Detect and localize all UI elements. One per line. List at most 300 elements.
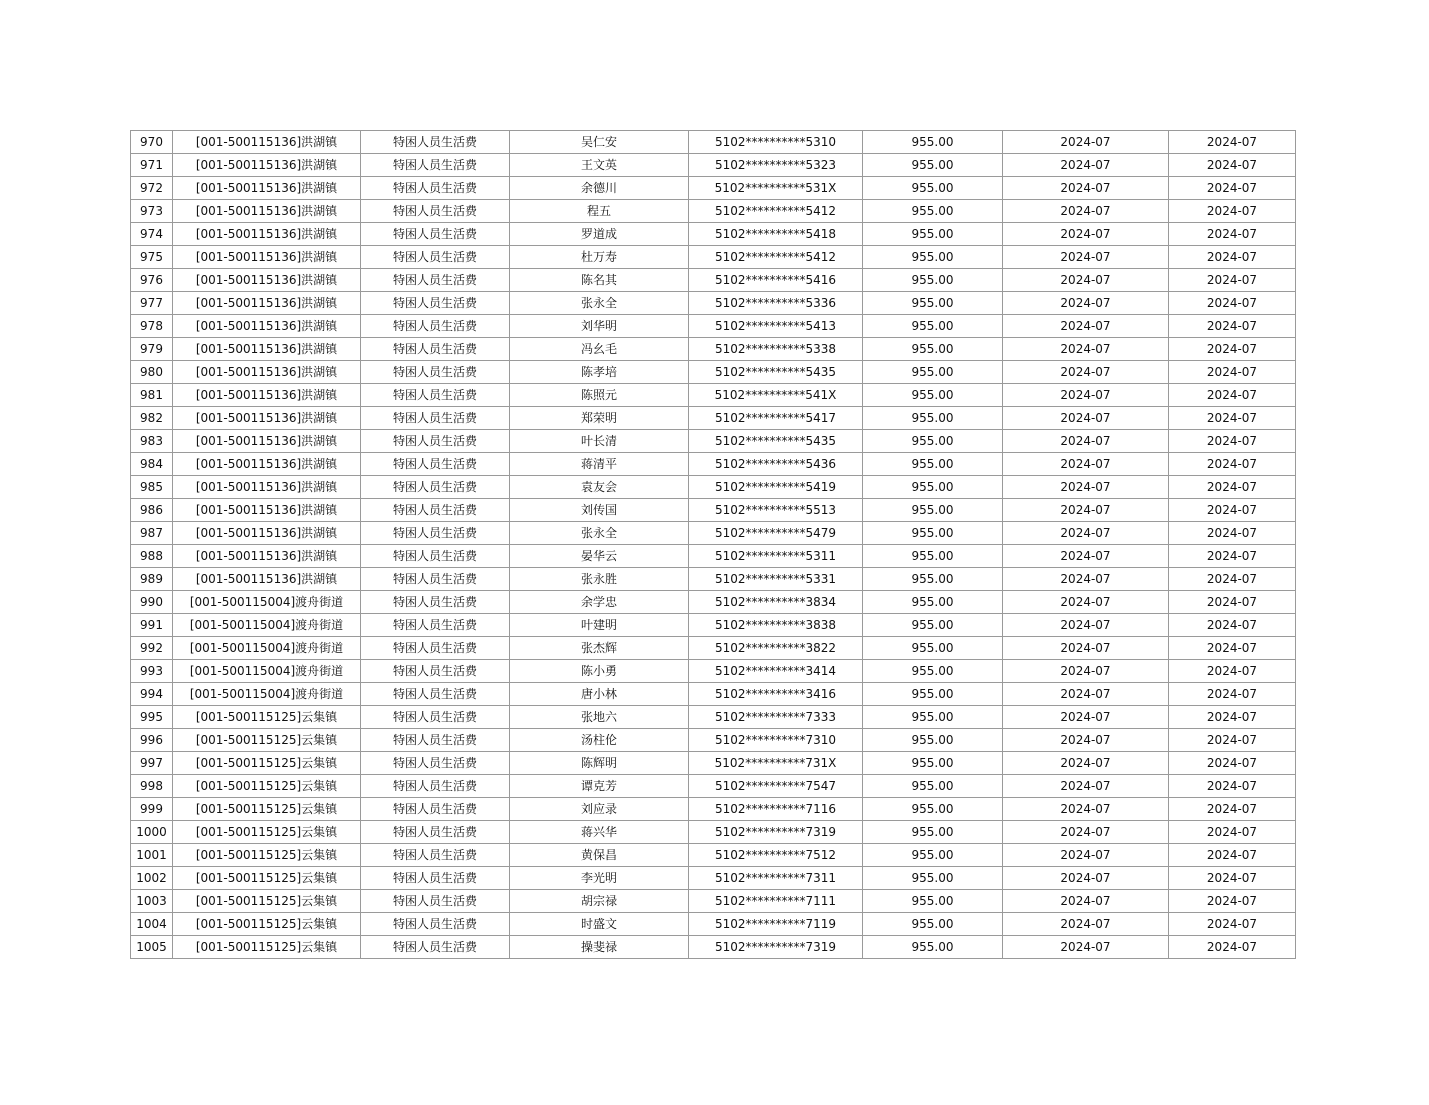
name-cell: 叶长清 <box>510 430 689 453</box>
amount-cell: 955.00 <box>863 315 1003 338</box>
region-cell: [001-500115136]洪湖镇 <box>173 384 361 407</box>
id-number-cell: 5102**********5416 <box>689 269 863 292</box>
id-number-cell: 5102**********7116 <box>689 798 863 821</box>
fund-type-cell: 特困人员生活费 <box>361 453 510 476</box>
row-number-cell: 975 <box>131 246 173 269</box>
start-period-cell: 2024-07 <box>1003 499 1169 522</box>
name-cell: 唐小林 <box>510 683 689 706</box>
table-row <box>131 775 1296 798</box>
region-cell: [001-500115125]云集镇 <box>173 752 361 775</box>
table-row <box>131 913 1296 936</box>
id-number-cell: 5102**********3838 <box>689 614 863 637</box>
start-period-cell: 2024-07 <box>1003 936 1169 959</box>
name-cell: 陈孝培 <box>510 361 689 384</box>
start-period-cell: 2024-07 <box>1003 131 1169 154</box>
end-period-cell: 2024-07 <box>1169 660 1296 683</box>
row-number-cell: 993 <box>131 660 173 683</box>
name-cell: 王文英 <box>510 154 689 177</box>
amount-cell: 955.00 <box>863 430 1003 453</box>
fund-type-cell: 特困人员生活费 <box>361 568 510 591</box>
name-cell: 张永全 <box>510 292 689 315</box>
payment-table <box>130 130 1296 959</box>
name-cell: 罗道成 <box>510 223 689 246</box>
name-cell: 刘华明 <box>510 315 689 338</box>
row-number-cell: 1003 <box>131 890 173 913</box>
table-row <box>131 269 1296 292</box>
id-number-cell: 5102**********3822 <box>689 637 863 660</box>
region-cell: [001-500115125]云集镇 <box>173 890 361 913</box>
row-number-cell: 983 <box>131 430 173 453</box>
region-cell: [001-500115125]云集镇 <box>173 867 361 890</box>
end-period-cell: 2024-07 <box>1169 591 1296 614</box>
row-number-cell: 1002 <box>131 867 173 890</box>
amount-cell: 955.00 <box>863 407 1003 430</box>
name-cell: 张永全 <box>510 522 689 545</box>
name-cell: 郑荣明 <box>510 407 689 430</box>
table-row <box>131 660 1296 683</box>
table-row <box>131 867 1296 890</box>
region-cell: [001-500115004]渡舟街道 <box>173 591 361 614</box>
end-period-cell: 2024-07 <box>1169 200 1296 223</box>
amount-cell: 955.00 <box>863 246 1003 269</box>
id-number-cell: 5102**********7547 <box>689 775 863 798</box>
name-cell: 胡宗禄 <box>510 890 689 913</box>
end-period-cell: 2024-07 <box>1169 844 1296 867</box>
name-cell: 张杰辉 <box>510 637 689 660</box>
end-period-cell: 2024-07 <box>1169 913 1296 936</box>
start-period-cell: 2024-07 <box>1003 775 1169 798</box>
fund-type-cell: 特困人员生活费 <box>361 384 510 407</box>
table-row <box>131 338 1296 361</box>
id-number-cell: 5102**********541X <box>689 384 863 407</box>
amount-cell: 955.00 <box>863 844 1003 867</box>
fund-type-cell: 特困人员生活费 <box>361 292 510 315</box>
end-period-cell: 2024-07 <box>1169 936 1296 959</box>
start-period-cell: 2024-07 <box>1003 844 1169 867</box>
region-cell: [001-500115004]渡舟街道 <box>173 683 361 706</box>
table-row <box>131 591 1296 614</box>
amount-cell: 955.00 <box>863 522 1003 545</box>
row-number-cell: 996 <box>131 729 173 752</box>
table-row <box>131 568 1296 591</box>
region-cell: [001-500115136]洪湖镇 <box>173 430 361 453</box>
name-cell: 叶建明 <box>510 614 689 637</box>
start-period-cell: 2024-07 <box>1003 292 1169 315</box>
start-period-cell: 2024-07 <box>1003 591 1169 614</box>
table-row <box>131 453 1296 476</box>
start-period-cell: 2024-07 <box>1003 867 1169 890</box>
amount-cell: 955.00 <box>863 269 1003 292</box>
name-cell: 张永胜 <box>510 568 689 591</box>
amount-cell: 955.00 <box>863 591 1003 614</box>
end-period-cell: 2024-07 <box>1169 614 1296 637</box>
region-cell: [001-500115125]云集镇 <box>173 936 361 959</box>
table-row <box>131 522 1296 545</box>
amount-cell: 955.00 <box>863 568 1003 591</box>
region-cell: [001-500115136]洪湖镇 <box>173 315 361 338</box>
fund-type-cell: 特困人员生活费 <box>361 637 510 660</box>
amount-cell: 955.00 <box>863 729 1003 752</box>
amount-cell: 955.00 <box>863 614 1003 637</box>
table-row <box>131 246 1296 269</box>
row-number-cell: 1001 <box>131 844 173 867</box>
amount-cell: 955.00 <box>863 200 1003 223</box>
amount-cell: 955.00 <box>863 223 1003 246</box>
row-number-cell: 976 <box>131 269 173 292</box>
name-cell: 陈照元 <box>510 384 689 407</box>
amount-cell: 955.00 <box>863 338 1003 361</box>
region-cell: [001-500115136]洪湖镇 <box>173 292 361 315</box>
end-period-cell: 2024-07 <box>1169 706 1296 729</box>
start-period-cell: 2024-07 <box>1003 315 1169 338</box>
region-cell: [001-500115136]洪湖镇 <box>173 246 361 269</box>
table-row <box>131 936 1296 959</box>
end-period-cell: 2024-07 <box>1169 338 1296 361</box>
row-number-cell: 992 <box>131 637 173 660</box>
fund-type-cell: 特困人员生活费 <box>361 729 510 752</box>
end-period-cell: 2024-07 <box>1169 637 1296 660</box>
end-period-cell: 2024-07 <box>1169 545 1296 568</box>
fund-type-cell: 特困人员生活费 <box>361 200 510 223</box>
id-number-cell: 5102**********5412 <box>689 200 863 223</box>
region-cell: [001-500115004]渡舟街道 <box>173 614 361 637</box>
region-cell: [001-500115136]洪湖镇 <box>173 407 361 430</box>
id-number-cell: 5102**********3834 <box>689 591 863 614</box>
start-period-cell: 2024-07 <box>1003 729 1169 752</box>
name-cell: 操斐禄 <box>510 936 689 959</box>
end-period-cell: 2024-07 <box>1169 729 1296 752</box>
row-number-cell: 978 <box>131 315 173 338</box>
end-period-cell: 2024-07 <box>1169 430 1296 453</box>
fund-type-cell: 特困人员生活费 <box>361 844 510 867</box>
fund-type-cell: 特困人员生活费 <box>361 269 510 292</box>
end-period-cell: 2024-07 <box>1169 476 1296 499</box>
end-period-cell: 2024-07 <box>1169 361 1296 384</box>
table-row <box>131 315 1296 338</box>
id-number-cell: 5102**********731X <box>689 752 863 775</box>
row-number-cell: 997 <box>131 752 173 775</box>
end-period-cell: 2024-07 <box>1169 890 1296 913</box>
id-number-cell: 5102**********7310 <box>689 729 863 752</box>
amount-cell: 955.00 <box>863 660 1003 683</box>
start-period-cell: 2024-07 <box>1003 683 1169 706</box>
name-cell: 汤柱伦 <box>510 729 689 752</box>
fund-type-cell: 特困人员生活费 <box>361 223 510 246</box>
amount-cell: 955.00 <box>863 384 1003 407</box>
fund-type-cell: 特困人员生活费 <box>361 683 510 706</box>
name-cell: 陈小勇 <box>510 660 689 683</box>
end-period-cell: 2024-07 <box>1169 683 1296 706</box>
row-number-cell: 988 <box>131 545 173 568</box>
table-row <box>131 729 1296 752</box>
table-row <box>131 752 1296 775</box>
table-row <box>131 407 1296 430</box>
row-number-cell: 990 <box>131 591 173 614</box>
table-row <box>131 200 1296 223</box>
start-period-cell: 2024-07 <box>1003 706 1169 729</box>
region-cell: [001-500115136]洪湖镇 <box>173 361 361 384</box>
id-number-cell: 5102**********7311 <box>689 867 863 890</box>
start-period-cell: 2024-07 <box>1003 269 1169 292</box>
name-cell: 袁友会 <box>510 476 689 499</box>
id-number-cell: 5102**********5413 <box>689 315 863 338</box>
id-number-cell: 5102**********5417 <box>689 407 863 430</box>
table-row <box>131 798 1296 821</box>
name-cell: 吴仁安 <box>510 131 689 154</box>
row-number-cell: 984 <box>131 453 173 476</box>
table-row <box>131 499 1296 522</box>
end-period-cell: 2024-07 <box>1169 867 1296 890</box>
row-number-cell: 973 <box>131 200 173 223</box>
amount-cell: 955.00 <box>863 867 1003 890</box>
amount-cell: 955.00 <box>863 637 1003 660</box>
row-number-cell: 977 <box>131 292 173 315</box>
amount-cell: 955.00 <box>863 683 1003 706</box>
name-cell: 杜万寿 <box>510 246 689 269</box>
end-period-cell: 2024-07 <box>1169 384 1296 407</box>
table-row <box>131 177 1296 200</box>
region-cell: [001-500115004]渡舟街道 <box>173 660 361 683</box>
id-number-cell: 5102**********7111 <box>689 890 863 913</box>
id-number-cell: 5102**********3414 <box>689 660 863 683</box>
row-number-cell: 979 <box>131 338 173 361</box>
fund-type-cell: 特困人员生活费 <box>361 177 510 200</box>
row-number-cell: 987 <box>131 522 173 545</box>
fund-type-cell: 特困人员生活费 <box>361 499 510 522</box>
start-period-cell: 2024-07 <box>1003 476 1169 499</box>
row-number-cell: 985 <box>131 476 173 499</box>
region-cell: [001-500115136]洪湖镇 <box>173 476 361 499</box>
table-row <box>131 821 1296 844</box>
start-period-cell: 2024-07 <box>1003 660 1169 683</box>
start-period-cell: 2024-07 <box>1003 246 1169 269</box>
region-cell: [001-500115125]云集镇 <box>173 821 361 844</box>
amount-cell: 955.00 <box>863 453 1003 476</box>
row-number-cell: 974 <box>131 223 173 246</box>
fund-type-cell: 特困人员生活费 <box>361 660 510 683</box>
region-cell: [001-500115136]洪湖镇 <box>173 568 361 591</box>
start-period-cell: 2024-07 <box>1003 384 1169 407</box>
region-cell: [001-500115136]洪湖镇 <box>173 200 361 223</box>
row-number-cell: 980 <box>131 361 173 384</box>
id-number-cell: 5102**********5419 <box>689 476 863 499</box>
table-body <box>131 131 1296 959</box>
fund-type-cell: 特困人员生活费 <box>361 154 510 177</box>
amount-cell: 955.00 <box>863 545 1003 568</box>
start-period-cell: 2024-07 <box>1003 913 1169 936</box>
fund-type-cell: 特困人员生活费 <box>361 476 510 499</box>
start-period-cell: 2024-07 <box>1003 177 1169 200</box>
start-period-cell: 2024-07 <box>1003 361 1169 384</box>
id-number-cell: 5102**********5331 <box>689 568 863 591</box>
table-row <box>131 223 1296 246</box>
start-period-cell: 2024-07 <box>1003 453 1169 476</box>
id-number-cell: 5102**********5412 <box>689 246 863 269</box>
row-number-cell: 1004 <box>131 913 173 936</box>
amount-cell: 955.00 <box>863 936 1003 959</box>
region-cell: [001-500115136]洪湖镇 <box>173 177 361 200</box>
end-period-cell: 2024-07 <box>1169 798 1296 821</box>
table-row <box>131 890 1296 913</box>
row-number-cell: 986 <box>131 499 173 522</box>
id-number-cell: 5102**********7119 <box>689 913 863 936</box>
start-period-cell: 2024-07 <box>1003 338 1169 361</box>
id-number-cell: 5102**********7333 <box>689 706 863 729</box>
region-cell: [001-500115125]云集镇 <box>173 775 361 798</box>
fund-type-cell: 特困人员生活费 <box>361 867 510 890</box>
id-number-cell: 5102**********5336 <box>689 292 863 315</box>
id-number-cell: 5102**********5310 <box>689 131 863 154</box>
id-number-cell: 5102**********5479 <box>689 522 863 545</box>
start-period-cell: 2024-07 <box>1003 430 1169 453</box>
row-number-cell: 998 <box>131 775 173 798</box>
id-number-cell: 5102**********5435 <box>689 430 863 453</box>
region-cell: [001-500115125]云集镇 <box>173 798 361 821</box>
fund-type-cell: 特困人员生活费 <box>361 936 510 959</box>
name-cell: 刘应录 <box>510 798 689 821</box>
table-row <box>131 476 1296 499</box>
row-number-cell: 994 <box>131 683 173 706</box>
start-period-cell: 2024-07 <box>1003 545 1169 568</box>
amount-cell: 955.00 <box>863 154 1003 177</box>
id-number-cell: 5102**********5436 <box>689 453 863 476</box>
table-row <box>131 292 1296 315</box>
name-cell: 刘传国 <box>510 499 689 522</box>
fund-type-cell: 特困人员生活费 <box>361 407 510 430</box>
end-period-cell: 2024-07 <box>1169 269 1296 292</box>
fund-type-cell: 特困人员生活费 <box>361 545 510 568</box>
region-cell: [001-500115136]洪湖镇 <box>173 338 361 361</box>
end-period-cell: 2024-07 <box>1169 453 1296 476</box>
fund-type-cell: 特困人员生活费 <box>361 614 510 637</box>
end-period-cell: 2024-07 <box>1169 131 1296 154</box>
table-row <box>131 706 1296 729</box>
row-number-cell: 972 <box>131 177 173 200</box>
id-number-cell: 5102**********7319 <box>689 821 863 844</box>
id-number-cell: 5102**********5418 <box>689 223 863 246</box>
region-cell: [001-500115136]洪湖镇 <box>173 545 361 568</box>
end-period-cell: 2024-07 <box>1169 522 1296 545</box>
table-row <box>131 844 1296 867</box>
amount-cell: 955.00 <box>863 775 1003 798</box>
region-cell: [001-500115125]云集镇 <box>173 844 361 867</box>
fund-type-cell: 特困人员生活费 <box>361 591 510 614</box>
region-cell: [001-500115136]洪湖镇 <box>173 269 361 292</box>
fund-type-cell: 特困人员生活费 <box>361 798 510 821</box>
fund-type-cell: 特困人员生活费 <box>361 821 510 844</box>
end-period-cell: 2024-07 <box>1169 499 1296 522</box>
end-period-cell: 2024-07 <box>1169 821 1296 844</box>
amount-cell: 955.00 <box>863 752 1003 775</box>
amount-cell: 955.00 <box>863 890 1003 913</box>
region-cell: [001-500115004]渡舟街道 <box>173 637 361 660</box>
row-number-cell: 982 <box>131 407 173 430</box>
name-cell: 蒋兴华 <box>510 821 689 844</box>
region-cell: [001-500115136]洪湖镇 <box>173 131 361 154</box>
name-cell: 冯幺毛 <box>510 338 689 361</box>
start-period-cell: 2024-07 <box>1003 752 1169 775</box>
id-number-cell: 5102**********5435 <box>689 361 863 384</box>
name-cell: 李光明 <box>510 867 689 890</box>
region-cell: [001-500115136]洪湖镇 <box>173 522 361 545</box>
name-cell: 黄保昌 <box>510 844 689 867</box>
name-cell: 晏华云 <box>510 545 689 568</box>
id-number-cell: 5102**********5311 <box>689 545 863 568</box>
start-period-cell: 2024-07 <box>1003 890 1169 913</box>
start-period-cell: 2024-07 <box>1003 522 1169 545</box>
table-row <box>131 614 1296 637</box>
start-period-cell: 2024-07 <box>1003 798 1169 821</box>
fund-type-cell: 特困人员生活费 <box>361 913 510 936</box>
name-cell: 谭克芳 <box>510 775 689 798</box>
region-cell: [001-500115125]云集镇 <box>173 706 361 729</box>
row-number-cell: 981 <box>131 384 173 407</box>
amount-cell: 955.00 <box>863 361 1003 384</box>
end-period-cell: 2024-07 <box>1169 775 1296 798</box>
row-number-cell: 995 <box>131 706 173 729</box>
amount-cell: 955.00 <box>863 706 1003 729</box>
name-cell: 余学忠 <box>510 591 689 614</box>
table-row <box>131 637 1296 660</box>
fund-type-cell: 特困人员生活费 <box>361 522 510 545</box>
id-number-cell: 5102**********3416 <box>689 683 863 706</box>
start-period-cell: 2024-07 <box>1003 637 1169 660</box>
amount-cell: 955.00 <box>863 499 1003 522</box>
table-row <box>131 361 1296 384</box>
start-period-cell: 2024-07 <box>1003 154 1169 177</box>
table-row <box>131 683 1296 706</box>
end-period-cell: 2024-07 <box>1169 752 1296 775</box>
end-period-cell: 2024-07 <box>1169 315 1296 338</box>
row-number-cell: 989 <box>131 568 173 591</box>
id-number-cell: 5102**********531X <box>689 177 863 200</box>
table-row <box>131 430 1296 453</box>
table-row <box>131 384 1296 407</box>
end-period-cell: 2024-07 <box>1169 223 1296 246</box>
id-number-cell: 5102**********5338 <box>689 338 863 361</box>
amount-cell: 955.00 <box>863 131 1003 154</box>
end-period-cell: 2024-07 <box>1169 177 1296 200</box>
region-cell: [001-500115136]洪湖镇 <box>173 154 361 177</box>
name-cell: 蒋清平 <box>510 453 689 476</box>
region-cell: [001-500115136]洪湖镇 <box>173 223 361 246</box>
fund-type-cell: 特困人员生活费 <box>361 361 510 384</box>
fund-type-cell: 特困人员生活费 <box>361 752 510 775</box>
name-cell: 程五 <box>510 200 689 223</box>
end-period-cell: 2024-07 <box>1169 407 1296 430</box>
amount-cell: 955.00 <box>863 292 1003 315</box>
name-cell: 张地六 <box>510 706 689 729</box>
fund-type-cell: 特困人员生活费 <box>361 706 510 729</box>
fund-type-cell: 特困人员生活费 <box>361 890 510 913</box>
end-period-cell: 2024-07 <box>1169 154 1296 177</box>
start-period-cell: 2024-07 <box>1003 568 1169 591</box>
start-period-cell: 2024-07 <box>1003 223 1169 246</box>
amount-cell: 955.00 <box>863 476 1003 499</box>
fund-type-cell: 特困人员生活费 <box>361 246 510 269</box>
id-number-cell: 5102**********5513 <box>689 499 863 522</box>
region-cell: [001-500115136]洪湖镇 <box>173 499 361 522</box>
amount-cell: 955.00 <box>863 821 1003 844</box>
region-cell: [001-500115125]云集镇 <box>173 729 361 752</box>
fund-type-cell: 特困人员生活费 <box>361 131 510 154</box>
amount-cell: 955.00 <box>863 177 1003 200</box>
name-cell: 陈辉明 <box>510 752 689 775</box>
start-period-cell: 2024-07 <box>1003 200 1169 223</box>
end-period-cell: 2024-07 <box>1169 568 1296 591</box>
id-number-cell: 5102**********7319 <box>689 936 863 959</box>
end-period-cell: 2024-07 <box>1169 292 1296 315</box>
